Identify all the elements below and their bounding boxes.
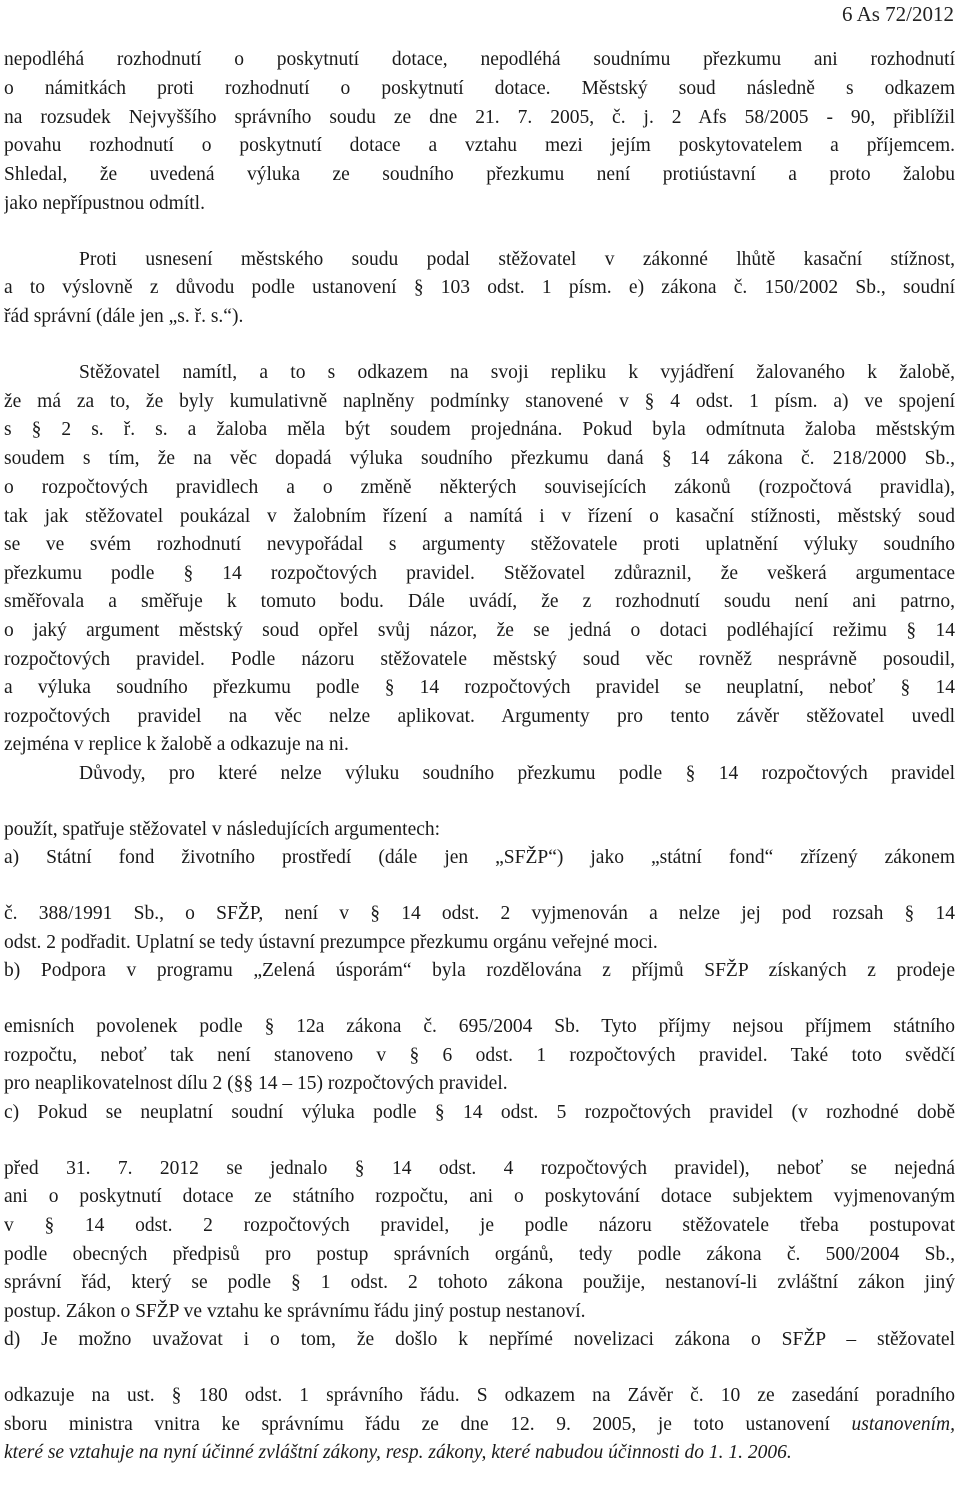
- text-line: správní řád, který se podle § 1 odst. 2 tohoto zákona použije, nestanoví-li zvláštní zákon jiný: [4, 1272, 955, 1293]
- text-line: podle obecných předpisů pro postup správních orgánů, tedy podle zákona č. 500/2004 Sb.,: [4, 1244, 955, 1265]
- text-line: emisních povolenek podle § 12a zákona č. 695/2004 Sb. Tyto příjmy nejsou příjmem státního: [4, 1016, 955, 1037]
- text-line: ani o poskytnutí dotace ze státního rozpočtu, ani o poskytování dotace subjektem vyjmenovaným: [4, 1186, 955, 1207]
- text-line: použít, spatřuje stěžovatel v následujících argumentech:: [4, 819, 441, 840]
- text-line: v § 14 odst. 2 rozpočtových pravidel, je podle názoru stěžovatele třeba postupovat: [4, 1215, 955, 1236]
- italic-span: ustanovením,: [851, 1414, 955, 1435]
- text-line: odkazuje na ust. § 180 odst. 1 správního řádu. S odkazem na Závěr č. 10 ze zasedání poradního: [4, 1385, 955, 1406]
- text-line: řád správní (dále jen „s. ř. s.“).: [4, 306, 244, 327]
- text-line: přezkumu podle § 14 rozpočtových pravidel. Stěžovatel zdůraznil, že veškerá argumentace: [4, 563, 955, 584]
- case-number-header: 6 As 72/2012: [841, 2, 954, 26]
- text-line: sboru ministra vnitra ke správnímu řádu ze dne 12. 9. 2005, je toto ustanovení ustanovením,: [4, 1414, 955, 1435]
- text-line: směřovala a směřuje k tomuto bodu. Dále uvádí, že z rozhodnutí soudu není ani patrno,: [4, 591, 955, 612]
- text-line: povahu rozhodnutí o poskytnutí dotace a vztahu mezi jejím poskytovatelem a příjemcem.: [4, 135, 955, 156]
- text-line: tak jak stěžovatel poukázal v žalobním řízení a namítá i v řízení o kasační stížnosti, městský soud: [4, 506, 955, 527]
- text-line: Stěžovatel namítl, a to s odkazem na svoji repliku k vyjádření žalovaného k žalobě,: [79, 362, 955, 383]
- text-line: o jaký argument městský soud opřel svůj názor, že se jedná o dotaci podléhající režimu § 14: [4, 620, 955, 641]
- text-line: a) Státní fond životního prostředí (dále jen „SFŽP“) jako „státní fond“ zřízený zákonem: [4, 847, 955, 868]
- text-line: na rozsudek Nejvyššího správního soudu ze dne 21. 7. 2005, č. j. 2 Afs 58/2005 - 90, přiblížil: [4, 107, 955, 128]
- text-line: a to výslovně z důvodu podle ustanovení § 103 odst. 1 písm. e) zákona č. 150/2002 Sb., soudní: [4, 277, 955, 298]
- text-line: o námitkách proti rozhodnutí o poskytnutí dotace. Městský soud následně s odkazem: [4, 78, 955, 99]
- text-line: o rozpočtových pravidlech a o změně některých souvisejících zákonů (rozpočtová pravidla),: [4, 477, 955, 498]
- text-line: b) Podpora v programu „Zelená úsporám“ byla rozdělována z příjmů SFŽP získaných z prodeje: [4, 960, 955, 981]
- text-line: rozpočtových pravidel na věc nelze aplikovat. Argumenty pro tento závěr stěžovatel uvedl: [4, 706, 955, 727]
- text-line: jako nepřípustnou odmítl.: [4, 193, 205, 214]
- text-line: které se vztahuje na nyní účinné zvláštní zákony, resp. zákony, které nabudou účinnosti do 1. 1. 2006.: [4, 1442, 792, 1463]
- text-line: pro neaplikovatelnost dílu 2 (§§ 14 – 15) rozpočtových pravidel.: [4, 1073, 508, 1094]
- text-line: soudem s tím, že na věc dopadá výluka soudního přezkumu daná § 14 zákona č. 218/2000 Sb.,: [4, 448, 955, 469]
- text-line: Důvody, pro které nelze výluku soudního přezkumu podle § 14 rozpočtových pravidel: [79, 763, 955, 784]
- text-line: rozpočtu, neboť tak není stanoveno v § 6 odst. 1 rozpočtových pravidel. Také toto svědčí: [4, 1045, 955, 1066]
- text-line: že má za to, že byly kumulativně naplněny podmínky stanovené v § 4 odst. 1 písm. a) ve spojení: [4, 391, 955, 412]
- text-line: odst. 2 podřadit. Uplatní se tedy ústavní prezumpce přezkumu orgánu veřejné moci.: [4, 932, 658, 953]
- text-line: se ve svém rozhodnutí nevypořádal s argumenty stěžovatele proti uplatnění výluky soudního: [4, 534, 955, 555]
- text-line: c) Pokud se neuplatní soudní výluka podle § 14 odst. 5 rozpočtových pravidel (v rozhodné době: [4, 1102, 955, 1123]
- text-line: rozpočtových pravidel. Podle názoru stěžovatele městský soud věc rovněž nesprávně posoudil,: [4, 649, 955, 670]
- text-line: d) Je možno uvažovat i o tom, že došlo k nepřímé novelizaci zákona o SFŽP – stěžovatel: [4, 1329, 955, 1350]
- text-line: nepodléhá rozhodnutí o poskytnutí dotace, nepodléhá soudnímu přezkumu ani rozhodnutí: [4, 49, 955, 70]
- text-line: zejména v replice k žalobě a odkazuje na ni.: [4, 734, 349, 755]
- text-line: č. 388/1991 Sb., o SFŽP, není v § 14 odst. 2 vyjmenován a nelze jej pod rozsah § 14: [4, 903, 955, 924]
- text-line: Shledal, že uvedená výluka ze soudního přezkumu není protiústavní a proto žalobu: [4, 164, 955, 185]
- text-line: před 31. 7. 2012 se jednalo § 14 odst. 4 rozpočtových pravidel), neboť se nejedná: [4, 1158, 955, 1179]
- text-line: s § 2 s. ř. s. a žaloba měla být soudem projednána. Pokud byla odmítnuta žaloba městským: [4, 419, 955, 440]
- text-line: postup. Zákon o SFŽP ve vztahu ke správnímu řádu jiný postup nestanoví.: [4, 1301, 586, 1322]
- text-line: a výluka soudního přezkumu podle § 14 rozpočtových pravidel se neuplatní, neboť § 14: [4, 677, 955, 698]
- text-line: Proti usnesení městského soudu podal stěžovatel v zákonné lhůtě kasační stížnost,: [79, 249, 955, 270]
